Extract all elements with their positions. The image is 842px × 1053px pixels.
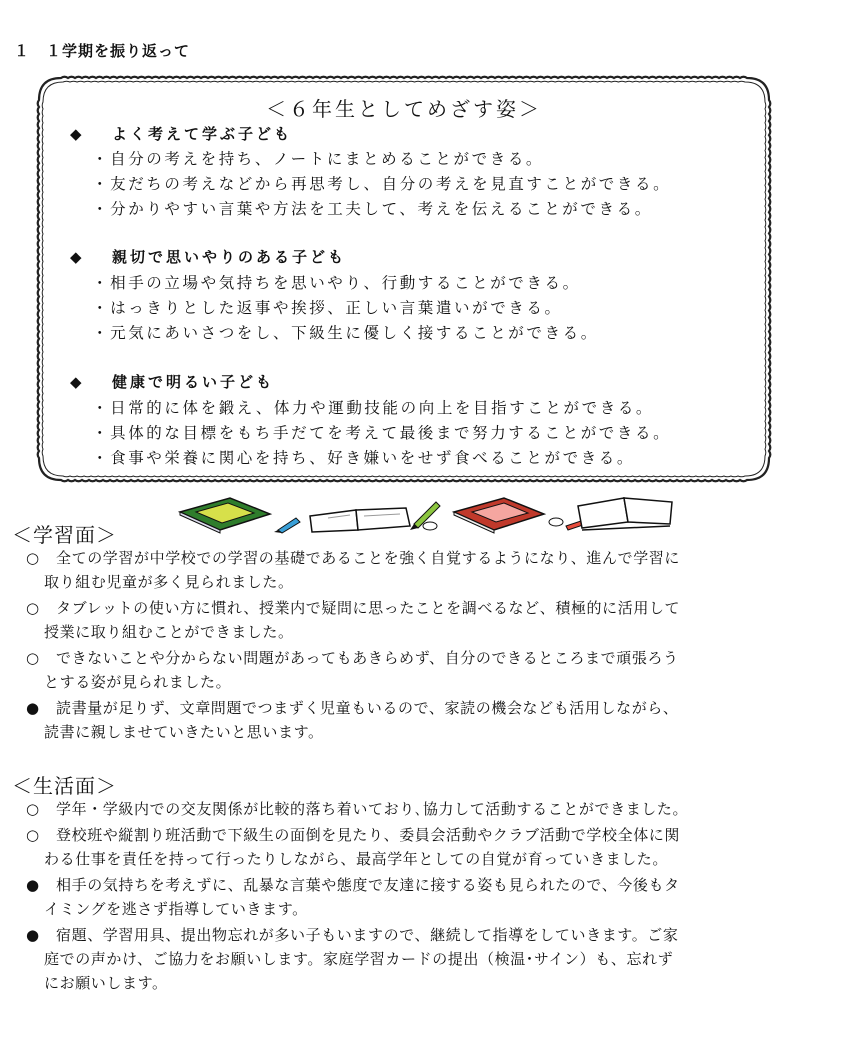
red-notebook-icon	[454, 498, 544, 533]
diamond-bullet-icon: ◆	[70, 373, 85, 391]
goal-item: ・はっきりとした返事や挨拶、正しい言葉遣いができる。	[92, 299, 563, 317]
filled-circle-bullet-icon: ●	[26, 876, 40, 894]
circle-bullet-icon: ○	[26, 549, 40, 567]
study-paragraph: ● 読書量が足りず、文章問題でつまずく児童もいるので、家読の機会なども活用しながら、 読書に親しませていきたいと思います。	[26, 696, 806, 744]
study-heading: ＜学習面＞	[12, 523, 117, 547]
life-paragraph: ● 宿題、学習用具、提出物忘れが多い子もいますので、継続して指導をしていきます。ご家 庭での声かけ、ご協力をお願いします。家庭学習カードの提出（検温･サイン）も、忘れず にお願いします。	[26, 923, 806, 995]
diamond-bullet-icon: ◆	[70, 248, 85, 266]
study-paragraph: ○ 全ての学習が中学校での学習の基礎であることを強く自覚するようになり、進んで学習に 取り組む児童が多く見られました。	[26, 546, 806, 594]
filled-circle-bullet-icon: ●	[26, 699, 40, 717]
goal-item: ・元気にあいさつをし、下級生に優しく接することができる。	[92, 324, 599, 342]
goal-item: ・日常的に体を鍛え、体力や運動技能の向上を目指すことができる。	[92, 399, 655, 417]
life-paragraph: ○ 登校班や縦割り班活動で下級生の面倒を見たり、委員会活動やクラブ活動で学校全体に関 わる仕事を責任を持って行ったりしながら、最高学年としての自覚が育っていきました。	[26, 823, 806, 871]
diamond-bullet-icon: ◆	[70, 125, 85, 143]
green-notebook-icon	[180, 498, 270, 533]
circle-bullet-icon: ○	[26, 599, 40, 617]
goal-item: ・相手の立場や気持ちを思いやり、行動することができる。	[92, 274, 581, 292]
goal-title: ◆ よく考えて学ぶ子ども	[70, 125, 293, 143]
circle-bullet-icon: ○	[26, 800, 40, 818]
goals-box	[34, 73, 774, 485]
life-heading: ＜生活面＞	[12, 774, 117, 798]
circle-bullet-icon: ○	[26, 649, 40, 667]
goal-item: ・食事や栄養に関心を持ち、好き嫌いをせず食べることができる。	[92, 449, 636, 467]
section-heading: １ １学期を振り返って	[14, 42, 191, 60]
study-paragraph: ○ タブレットの使い方に慣れ、授業内で疑問に思ったことを調べるなど、積極的に活用して 授業に取り組むことができました。	[26, 596, 806, 644]
study-paragraph: ○ できないことや分からない問題があってもあきらめず、自分のできるところまで頑張ろう とする姿が見られました。	[26, 646, 806, 694]
filled-circle-bullet-icon: ●	[26, 926, 40, 944]
goal-item: ・自分の考えを持ち、ノートにまとめることができる。	[92, 150, 545, 168]
goal-item: ・友だちの考えなどから再思考し、自分の考えを見直すことができる。	[92, 175, 672, 193]
circle-bullet-icon: ○	[26, 826, 40, 844]
goals-box-title: ＜６年生としてめざす姿＞	[266, 97, 542, 121]
goal-item: ・分かりやすい言葉や方法を工夫して、考えを伝えることができる。	[92, 200, 653, 218]
stationery-illustration	[178, 492, 678, 534]
life-paragraph: ○ 学年・学級内での交友関係が比較的落ち着いており､協力して活動することができました。	[26, 797, 806, 821]
pencil-icon	[274, 518, 300, 533]
goal-item: ・具体的な目標をもち手だてを考えて最後まで努力することができる。	[92, 424, 672, 442]
pencil-icon	[410, 502, 440, 530]
goal-title: ◆ 親切で思いやりのある子ども	[70, 248, 347, 266]
open-book-icon	[578, 498, 672, 530]
goal-title: ◆ 健康で明るい子ども	[70, 373, 275, 391]
life-paragraph: ● 相手の気持ちを考えずに、乱暴な言葉や態度で友達に接する姿も見られたので、今後もタ イミングを逃さず指導していきます。	[26, 873, 806, 921]
open-notebook-icon	[310, 508, 410, 532]
